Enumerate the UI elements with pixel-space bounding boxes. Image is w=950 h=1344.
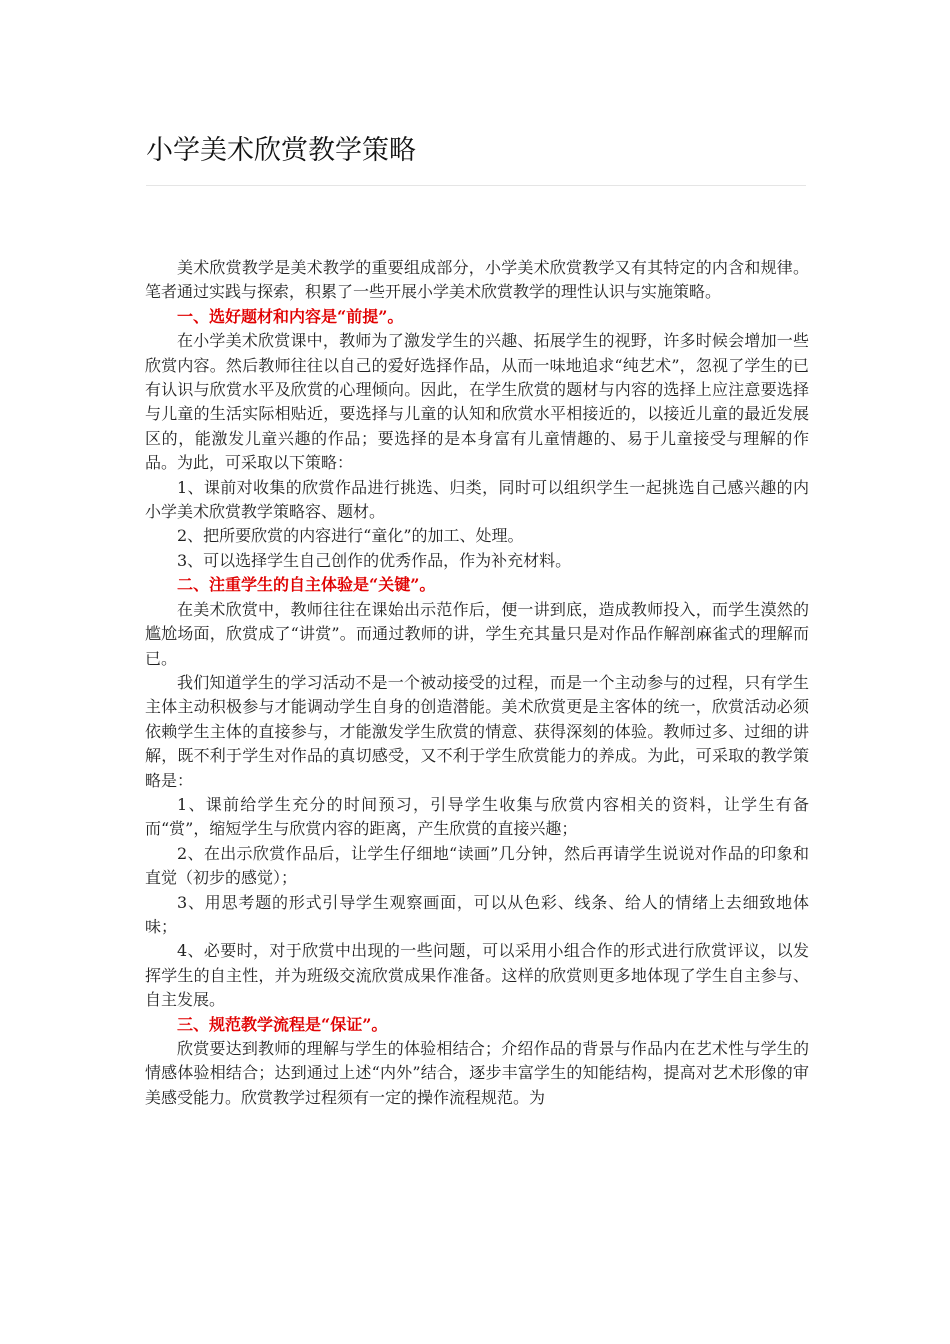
body-paragraph: 美术欣赏教学是美术教学的重要组成部分，小学美术欣赏教学又有其特定的内含和规律。笔者通过实践与探索，积累了一些开展小学美术欣赏教学的理性认识与实施策略。 xyxy=(145,258,809,302)
section-heading: 三、规范教学流程是“保证”。 xyxy=(177,1014,388,1034)
document-title: 小学美术欣赏教学策略 xyxy=(146,135,416,166)
body-paragraph: 在美术欣赏中，教师往往在课始出示范作后，便一讲到底，造成教师投入，而学生漠然的尴尬场面，欣赏成了“讲赏”。而通过教师的讲，学生充其量只是对作品作解剖麻雀式的理解而已。 xyxy=(145,599,809,668)
body-paragraph: 3、用思考题的形式引导学生观察画面，可以从色彩、线条、给人的情绪上去细致地体味； xyxy=(145,892,809,936)
body-paragraph: 在小学美术欣赏课中，教师为了激发学生的兴趣、拓展学生的视野，许多时候会增加一些欣赏内容。然后教师往往以自己的爱好选择作品，从而一味地追求“纯艺术”，忽视了学生的已有认识与欣赏水平及欣赏的心理倾向。因此，在学生欣赏的题材与内容的选择上应注意要选择与儿童的生活实际相贴近，要选择与儿童的认知和欣赏水平相接近的，以接近儿童的最近发展区的，能激发儿童兴趣的作品；要选择的是本身富有儿童情趣的、易于儿童接受与理解的作品。为此，可采取以下策略： xyxy=(145,331,809,473)
body-paragraph: 欣赏要达到教师的理解与学生的体验相结合；介绍作品的背景与作品内在艺术性与学生的情感体验相结合；达到通过上述“内外”结合，逐步丰富学生的知能结构，提高对艺术形像的审美感受能力。欣赏教学过程须有一定的操作流程规范。为 xyxy=(145,1039,809,1107)
body-paragraph: 我们知道学生的学习活动不是一个被动接受的过程，而是一个主动参与的过程，只有学生主体主动积极参与才能调动学生自身的创造潜能。美术欣赏更是主客体的统一，欣赏活动必须依赖学生主体的直接参与，才能激发学生欣赏的情意、获得深刻的体验。教师过多、过细的讲解，既不利于学生对作品的真切感受，又不利于学生欣赏能力的养成。为此，可采取的教学策略是： xyxy=(145,672,809,790)
section-heading: 二、注重学生的自主体验是“关键”。 xyxy=(177,575,436,595)
body-paragraph: 2、把所要欣赏的内容进行“童化”的加工、处理。 xyxy=(177,526,524,546)
body-paragraph: 4、必要时，对于欣赏中出现的一些问题，可以采用小组合作的形式进行欣赏评议，以发挥学生的自主性，并为班级交流欣赏成果作准备。这样的欣赏则更多地体现了学生自主参与、自主发展。 xyxy=(145,941,809,1010)
body-paragraph: 2、在出示欣赏作品后，让学生仔细地“读画”几分钟，然后再请学生说说对作品的印象和直觉（初步的感觉）； xyxy=(145,843,809,888)
body-paragraph: 1、课前对收集的欣赏作品进行挑选、归类，同时可以组织学生一起挑选自己感兴趣的内小学美术欣赏教学策略容、题材。 xyxy=(145,477,809,522)
title-divider xyxy=(146,185,806,186)
document-body xyxy=(145,256,809,1110)
body-paragraph: 3、可以选择学生自己创作的优秀作品，作为补充材料。 xyxy=(177,550,572,570)
body-paragraph: 1、课前给学生充分的时间预习，引导学生收集与欣赏内容相关的资料，让学生有备而“赏”，缩短学生与欣赏内容的距离，产生欣赏的直接兴趣； xyxy=(145,794,809,839)
section-heading: 一、选好题材和内容是“前提”。 xyxy=(177,306,404,326)
